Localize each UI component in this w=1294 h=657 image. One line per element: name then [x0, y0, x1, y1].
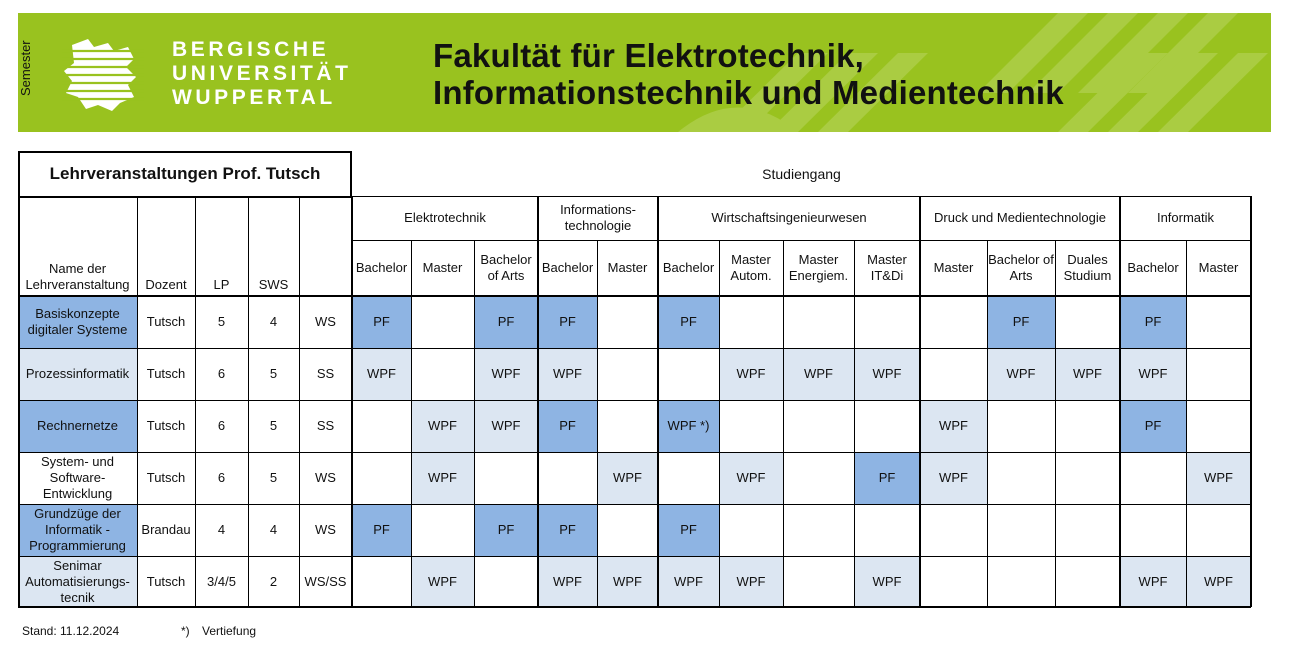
- requirement-cell: WPF: [783, 348, 854, 400]
- program-header: Master Autom.: [730, 252, 772, 283]
- empty-cell: [1055, 504, 1120, 556]
- empty-cell: [1120, 504, 1186, 556]
- empty-cell: [597, 400, 658, 452]
- column-header-semester: [0, 0, 53, 100]
- empty-cell: [920, 504, 987, 556]
- empty-cell: [783, 400, 854, 452]
- grid-line-horizontal: [18, 348, 1251, 349]
- empty-cell: [597, 504, 658, 556]
- grid-line-vertical: [248, 196, 249, 607]
- grid-line-horizontal: [18, 556, 1251, 557]
- footnote-marker: *): [181, 624, 190, 638]
- grid-line-vertical: [1186, 240, 1187, 607]
- requirement-cell: PF: [538, 296, 597, 348]
- empty-cell: [987, 504, 1055, 556]
- requirement-cell: WPF: [411, 452, 474, 504]
- program-header: Bachelor: [1127, 260, 1179, 275]
- empty-cell: [352, 400, 411, 452]
- empty-cell: [597, 348, 658, 400]
- empty-cell: [411, 504, 474, 556]
- course-lp: 5: [217, 314, 226, 329]
- course-lp: 6: [217, 470, 226, 485]
- requirement-cell: WPF: [1120, 556, 1186, 607]
- grid-line-horizontal: [18, 151, 352, 153]
- grid-line-vertical: [474, 240, 475, 607]
- requirement-cell: WPF: [719, 556, 783, 607]
- program-header: Master IT&Di: [867, 252, 907, 283]
- grid-line-vertical: [195, 196, 196, 607]
- grid-line-vertical: [299, 196, 300, 607]
- empty-cell: [474, 556, 538, 607]
- course-sws: 5: [269, 470, 278, 485]
- empty-cell: [658, 452, 719, 504]
- course-sws: 5: [269, 418, 278, 433]
- university-name-line-3: WUPPERTAL: [172, 86, 336, 109]
- empty-cell: [1120, 452, 1186, 504]
- course-dozent: Tutsch: [146, 366, 186, 381]
- faculty-title-line-2: Informationstechnik und Medientechnik: [433, 74, 1064, 111]
- requirement-cell: WPF: [1186, 556, 1251, 607]
- semester-label: Semester: [18, 40, 33, 96]
- course-lp: 6: [217, 366, 226, 381]
- requirement-cell: PF: [538, 400, 597, 452]
- grid-line-vertical: [351, 196, 353, 607]
- grid-line-vertical: [537, 196, 539, 607]
- course-sws: 5: [269, 366, 278, 381]
- empty-cell: [987, 400, 1055, 452]
- course-semester: WS: [315, 314, 336, 329]
- requirement-cell: PF: [1120, 400, 1186, 452]
- requirement-cell: PF: [854, 452, 920, 504]
- program-header: Duales Studium: [1063, 252, 1112, 283]
- requirement-cell: PF: [987, 296, 1055, 348]
- course-lp: 4: [217, 522, 226, 537]
- grid-line-horizontal: [352, 196, 1251, 197]
- grid-line-vertical: [719, 240, 720, 607]
- grid-line-horizontal: [18, 504, 1251, 505]
- grid-line-vertical: [350, 151, 352, 196]
- course-semester: WS/SS: [304, 573, 347, 589]
- requirement-cell: WPF: [597, 556, 658, 607]
- footnote-text: Vertiefung: [202, 624, 257, 638]
- program-header: Bachelor: [355, 260, 408, 275]
- requirement-cell: PF: [474, 504, 538, 556]
- requirement-cell: WPF: [474, 400, 538, 452]
- faculty-title-line-1: Fakultät für Elektrotechnik,: [433, 37, 865, 74]
- program-header: Bachelor: [541, 260, 594, 275]
- empty-cell: [1186, 400, 1251, 452]
- course-lp: 6: [217, 418, 226, 433]
- empty-cell: [1186, 504, 1251, 556]
- empty-cell: [920, 348, 987, 400]
- empty-cell: [1186, 348, 1251, 400]
- empty-cell: [783, 556, 854, 607]
- program-header: Master Energiem.: [788, 252, 849, 283]
- requirement-cell: WPF: [719, 348, 783, 400]
- column-header-sws: SWS: [258, 277, 289, 292]
- empty-cell: [854, 504, 920, 556]
- requirement-cell: WPF: [597, 452, 658, 504]
- grid-line-horizontal: [352, 240, 1251, 241]
- grid-line-vertical: [1119, 196, 1121, 607]
- requirement-cell: PF: [352, 296, 411, 348]
- requirement-cell: WPF: [854, 348, 920, 400]
- grid-line-horizontal: [18, 400, 1251, 401]
- course-name: Grundzüge der Informatik - Programmierung: [18, 504, 137, 556]
- grid-line-vertical: [137, 196, 138, 607]
- grid-line-horizontal: [18, 196, 352, 198]
- requirement-cell: PF: [352, 504, 411, 556]
- empty-cell: [474, 452, 538, 504]
- empty-cell: [411, 348, 474, 400]
- requirement-cell: WPF: [719, 452, 783, 504]
- stand-date: Stand: 11.12.2024: [22, 624, 120, 638]
- requirement-cell: PF: [538, 504, 597, 556]
- course-dozent: Tutsch: [146, 418, 186, 433]
- empty-cell: [783, 452, 854, 504]
- course-semester: SS: [316, 418, 335, 433]
- course-lp: 3/4/5: [207, 573, 236, 589]
- column-header-name: Name der Lehrveranstaltung: [25, 261, 130, 292]
- university-name-line-1: BERGISCHE: [172, 38, 330, 61]
- requirement-cell: PF: [1120, 296, 1186, 348]
- grid-line-vertical: [1250, 196, 1252, 607]
- program-header: Bachelor: [662, 260, 715, 275]
- grid-line-vertical: [919, 196, 921, 607]
- empty-cell: [920, 296, 987, 348]
- requirement-cell: WPF: [920, 400, 987, 452]
- course-semester: WS: [315, 470, 336, 485]
- empty-cell: [1186, 296, 1251, 348]
- grid-line-vertical: [1055, 240, 1056, 607]
- empty-cell: [1055, 296, 1120, 348]
- course-name: Senimar Automatisierungs-tecnik: [18, 556, 137, 607]
- requirement-cell: WPF: [538, 556, 597, 607]
- course-name: Prozessinformatik: [18, 348, 137, 400]
- requirement-cell: WPF: [474, 348, 538, 400]
- empty-cell: [1055, 452, 1120, 504]
- requirement-cell: WPF *): [658, 400, 719, 452]
- empty-cell: [987, 556, 1055, 607]
- course-name: Rechnernetze: [18, 400, 137, 452]
- empty-cell: [538, 452, 597, 504]
- requirement-cell: WPF: [1055, 348, 1120, 400]
- empty-cell: [783, 504, 854, 556]
- empty-cell: [719, 296, 783, 348]
- course-name: Basiskonzepte digitaler Systeme: [18, 296, 137, 348]
- course-dozent: Brandau: [141, 522, 191, 537]
- requirement-cell: WPF: [538, 348, 597, 400]
- empty-cell: [854, 400, 920, 452]
- empty-cell: [719, 504, 783, 556]
- group-header: Wirtschaftsingenieurwesen: [711, 210, 867, 225]
- requirement-cell: WPF: [411, 400, 474, 452]
- requirement-cell: PF: [474, 296, 538, 348]
- requirement-cell: WPF: [1120, 348, 1186, 400]
- grid-line-vertical: [411, 240, 412, 607]
- empty-cell: [1055, 556, 1120, 607]
- empty-cell: [658, 348, 719, 400]
- course-dozent: Tutsch: [146, 573, 186, 589]
- empty-cell: [854, 296, 920, 348]
- requirement-cell: WPF: [920, 452, 987, 504]
- group-header: Informatik: [1156, 210, 1215, 225]
- grid-line-vertical: [783, 240, 784, 607]
- course-dozent: Tutsch: [146, 314, 186, 329]
- course-sws: 2: [269, 573, 278, 589]
- empty-cell: [1055, 400, 1120, 452]
- course-semester: WS: [315, 522, 336, 537]
- requirement-cell: PF: [658, 296, 719, 348]
- grid-line-vertical: [854, 240, 855, 607]
- course-name: System- und Software-Entwicklung: [41, 454, 114, 501]
- empty-cell: [783, 296, 854, 348]
- course-sws: 4: [269, 314, 278, 329]
- grid-line-vertical: [987, 240, 988, 607]
- course-semester: SS: [316, 366, 335, 381]
- grid-line-vertical: [657, 196, 659, 607]
- empty-cell: [352, 556, 411, 607]
- course-sws: 4: [269, 522, 278, 537]
- grid-line-horizontal: [18, 452, 1251, 453]
- program-header: Bachelor of Arts: [480, 252, 532, 283]
- empty-cell: [987, 452, 1055, 504]
- empty-cell: [920, 556, 987, 607]
- column-header-lp: LP: [213, 277, 230, 292]
- grid-line-horizontal: [18, 295, 1251, 297]
- empty-cell: [719, 400, 783, 452]
- empty-cell: [411, 296, 474, 348]
- program-header: Master: [933, 260, 974, 275]
- studiengang-label: Studiengang: [762, 165, 841, 182]
- program-header: Master: [422, 260, 463, 275]
- requirement-cell: WPF: [987, 348, 1055, 400]
- empty-cell: [352, 452, 411, 504]
- requirement-cell: WPF: [411, 556, 474, 607]
- requirement-cell: WPF: [352, 348, 411, 400]
- grid-line-horizontal: [18, 606, 1251, 608]
- program-header: Bachelor of Arts: [988, 252, 1054, 283]
- requirement-cell: WPF: [854, 556, 920, 607]
- grid-line-vertical: [597, 240, 598, 607]
- column-header-dozent: Dozent: [145, 277, 187, 292]
- group-header: Druck und Medientechnologie: [934, 210, 1106, 225]
- table-title: Lehrveranstaltungen Prof. Tutsch: [49, 163, 321, 183]
- course-dozent: Tutsch: [146, 470, 186, 485]
- program-header: Master: [1198, 260, 1239, 275]
- empty-cell: [597, 296, 658, 348]
- requirement-cell: PF: [658, 504, 719, 556]
- university-name-line-2: UNIVERSITÄT: [172, 62, 352, 85]
- grid-line-vertical: [18, 151, 20, 607]
- program-header: Master: [607, 260, 648, 275]
- group-header: Informations-technologie: [560, 202, 636, 233]
- requirement-cell: WPF: [1186, 452, 1251, 504]
- requirement-cell: WPF: [658, 556, 719, 607]
- group-header: Elektrotechnik: [404, 210, 486, 225]
